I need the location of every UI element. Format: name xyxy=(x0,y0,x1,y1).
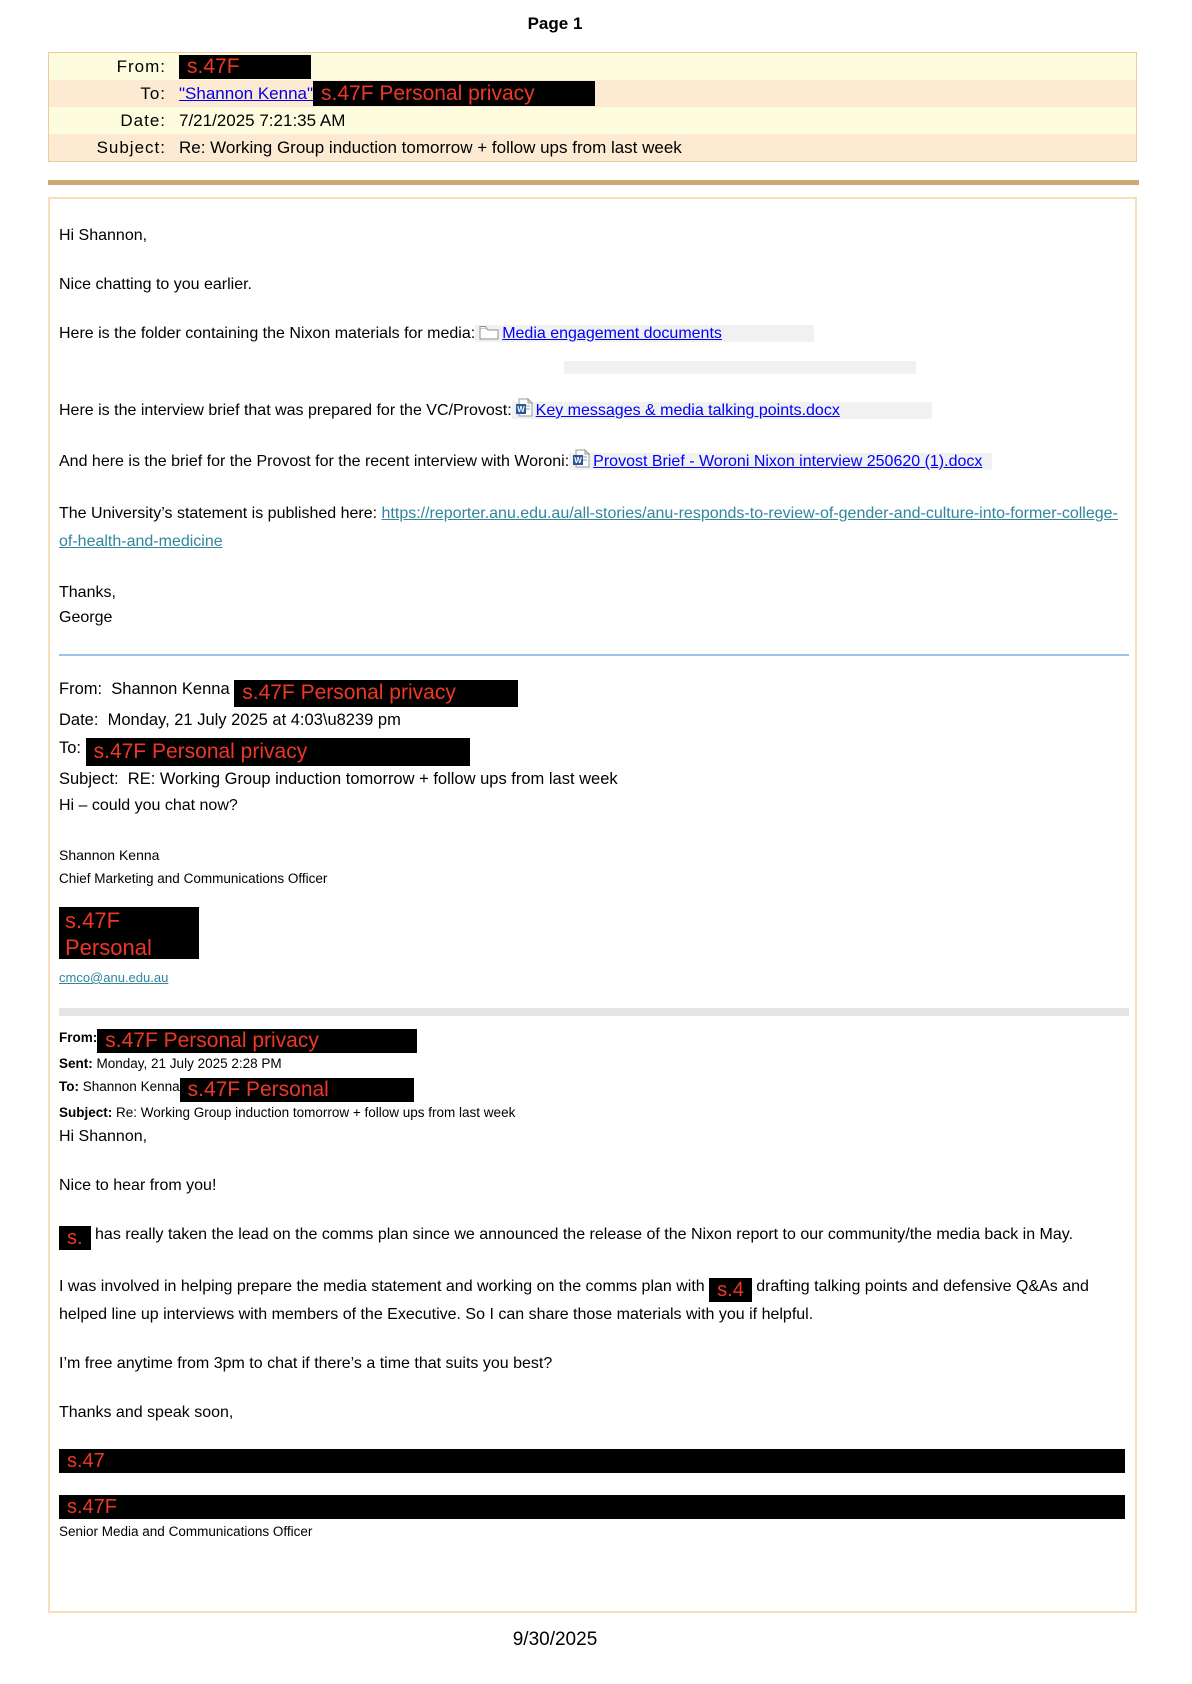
redaction-inline-name: s. xyxy=(59,1226,91,1250)
q1-date-line: Date: Monday, 21 July 2025 at 4:03\u8239 pm xyxy=(59,711,401,729)
q2-sent-line: Sent: Monday, 21 July 2025 2:28 PM xyxy=(59,1056,282,1071)
recipient-link[interactable]: "Shannon Kenna" xyxy=(179,83,314,103)
redaction-sender-name-2: s.47F xyxy=(59,1495,1125,1519)
q1-subject-line: Subject: RE: Working Group induction tomorrow + follow ups from last week xyxy=(59,769,618,788)
redaction-q2-to: s.47F Personal xyxy=(180,1078,414,1102)
highlight-strip xyxy=(564,361,916,374)
subject-value: Re: Working Group induction tomorrow + follow ups from last week xyxy=(179,137,682,157)
svg-text:W: W xyxy=(516,405,525,414)
quote-divider-gray xyxy=(59,1008,1129,1016)
header-row-from xyxy=(49,53,1136,80)
word-icon xyxy=(516,398,533,425)
q1-signature xyxy=(59,844,1125,890)
to-label: To: xyxy=(140,83,166,103)
redaction-signature-block: s.47F Personal xyxy=(59,907,199,959)
quoted-email-2-header xyxy=(59,1027,1125,1124)
redaction-inline-name-2: s.4 xyxy=(709,1278,752,1302)
print-date: 9/30/2025 xyxy=(512,1629,598,1650)
attachment-link-key-messages[interactable]: Key messages & media talking points.docx xyxy=(535,402,840,419)
signature-name: Shannon Kenna xyxy=(59,847,160,863)
q1-body: Hi – could you chat now? xyxy=(59,797,238,814)
date-value: 7/21/2025 7:21:35 AM xyxy=(179,110,346,130)
quote-divider-blue xyxy=(59,654,1129,656)
from-label: From: xyxy=(116,56,166,76)
paragraph-folder-link: Here is the folder containing the Nixon materials for media: Media engagement documents xyxy=(59,321,1125,348)
redaction-q1-from: s.47F Personal privacy xyxy=(234,680,518,707)
paragraph: Nice chatting to you earlier. xyxy=(59,276,252,293)
q2-paragraph-lead: s. has really taken the lead on the comms plan since we announced the release of the Nixon report to our community/the media back in May. xyxy=(59,1222,1125,1250)
q2-greeting: Hi Shannon, xyxy=(59,1128,148,1145)
q1-signature-redaction xyxy=(59,907,1125,990)
q2-paragraph-free: I’m free anytime from 3pm to chat if there’s a time that suits you best? xyxy=(59,1355,553,1372)
signature-title: Chief Marketing and Communications Officer xyxy=(59,871,328,886)
paragraph-brief-link: Here is the interview brief that was prepared for the VC/Provost: W Key messages & media talking points.docx xyxy=(59,398,1125,425)
quoted-email-1-header xyxy=(59,676,1125,793)
svg-text:W: W xyxy=(574,456,582,465)
cmco-email-link[interactable]: cmco@anu.edu.au xyxy=(59,970,169,985)
q2-closing: Thanks and speak soon, xyxy=(59,1404,234,1421)
print-page-number: Page 1 xyxy=(527,14,583,33)
redaction-to: s.47F Personal privacy xyxy=(313,81,595,106)
word-icon xyxy=(573,449,590,476)
q1-to-line: To: s.47F Personal privacy xyxy=(59,735,1125,766)
redaction-q1-to: s.47F Personal privacy xyxy=(86,738,470,766)
redaction-q2-from: s.47F Personal privacy xyxy=(97,1029,417,1053)
q2-paragraph: Nice to hear from you! xyxy=(59,1177,217,1194)
header-row-subject xyxy=(49,134,1136,161)
email-header-table xyxy=(48,52,1137,162)
q2-subject-line: Subject: Re: Working Group induction tomorrow + follow ups from last week xyxy=(59,1104,516,1120)
paragraph-provost-brief-link: And here is the brief for the Provost for the recent interview with Woroni: W Provost Brief - Woroni Nixon interview 250620 (1).docx xyxy=(59,449,1125,476)
statement-url-link[interactable]: https://reporter.anu.edu.au/all-stories/anu-responds-to-review-of-gender-and-culture-into-former-college-of-health-and-medicine xyxy=(59,505,1118,550)
folder-link[interactable]: Media engagement documents xyxy=(502,325,722,342)
subject-label: Subject: xyxy=(96,137,166,157)
attachment-link-provost-brief[interactable]: Provost Brief - Woroni Nixon interview 250620 (1).docx xyxy=(593,453,983,470)
redaction-from: s.47F xyxy=(179,55,311,79)
q1-from-line: From: Shannon Kenna s.47F Personal privacy xyxy=(59,676,1125,707)
q2-from-line: From: s.47F Personal privacy xyxy=(59,1027,1125,1053)
date-label: Date: xyxy=(120,110,166,130)
header-row-to xyxy=(49,80,1136,107)
greeting: Hi Shannon, xyxy=(59,227,148,244)
q2-paragraph-involved: I was involved in helping prepare the media statement and working on the comms plan with s.4 drafting talking points and defensive Q&As and helped line up interviews with members of the Executive. So I can share those materials with you if helpful. xyxy=(59,1278,1089,1323)
q2-to-line: To: Shannon Kenna s.47F Personal xyxy=(59,1076,1125,1102)
header-divider xyxy=(48,180,1139,185)
redaction-sender-name: s.47 xyxy=(59,1449,1125,1473)
paragraph-statement-link: The University’s statement is published here: https://reporter.anu.edu.au/all-stories/anu-responds-to-review-of-gender-and-culture-into-former-college-of-health-and-medicine xyxy=(59,505,1118,550)
folder-icon xyxy=(479,323,499,348)
closing: Thanks, George xyxy=(59,584,116,626)
q2-signature-title: Senior Media and Communications Officer xyxy=(59,1524,313,1539)
email-body xyxy=(48,197,1137,1613)
header-row-date xyxy=(49,107,1136,134)
